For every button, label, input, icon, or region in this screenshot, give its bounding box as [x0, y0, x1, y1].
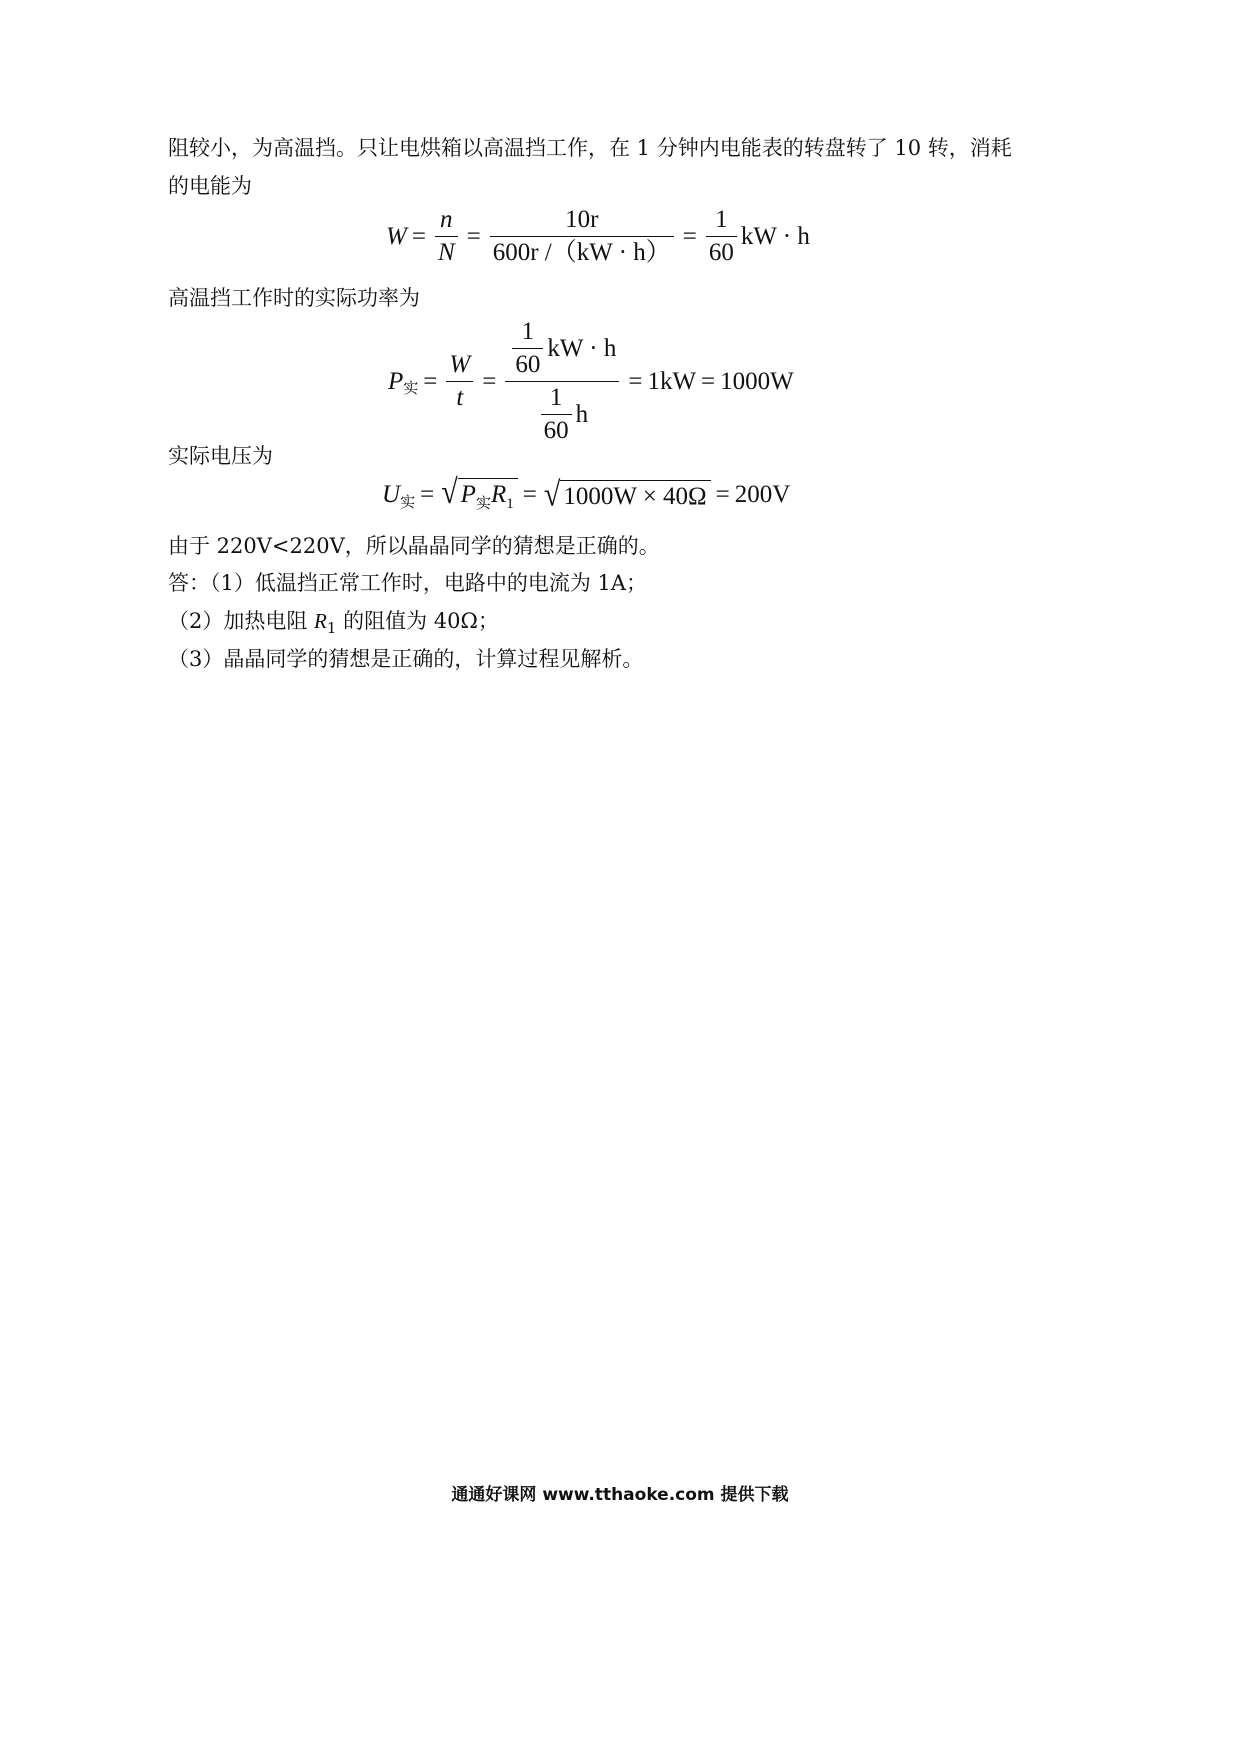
fraction — [490, 206, 674, 267]
eq-symbol: P — [388, 367, 404, 395]
eq-subscript: 实 — [475, 494, 491, 512]
fraction — [512, 318, 543, 379]
square-root: √ $P_实R_1$ — [441, 478, 518, 512]
eq-symbol: R — [490, 481, 507, 508]
eq-symbol: U — [382, 481, 401, 508]
equation-voltage — [382, 473, 791, 513]
paragraph-line: 的电能为 — [168, 174, 252, 198]
eq-equals: = — [411, 222, 426, 250]
eq-symbol: W — [386, 222, 407, 250]
fraction-denominator: t — [456, 384, 464, 411]
eq-equals: = — [701, 367, 716, 395]
eq-equals: = — [466, 222, 481, 250]
unit-label: kW · h — [547, 334, 617, 362]
fraction — [541, 384, 572, 445]
fraction — [706, 206, 737, 267]
eq-subscript: 1 — [506, 496, 514, 512]
fraction-numerator: 1 — [715, 206, 728, 233]
eq-symbol: R — [314, 609, 327, 633]
answer-line: （3）晶晶同学的猜想是正确的，计算过程见解析。 — [168, 647, 644, 671]
paragraph-line: 高温挡工作时的实际功率为 — [168, 286, 420, 310]
fraction-denominator: 60 — [708, 239, 734, 266]
eq-subscript: 实 — [403, 379, 419, 397]
fraction — [446, 351, 473, 412]
compound-numerator — [505, 318, 619, 381]
fraction-denominator: 60 — [543, 417, 569, 444]
fraction-numerator: 1 — [521, 318, 535, 345]
unit-label: h — [575, 400, 589, 428]
eq-equals: = — [715, 481, 730, 508]
fraction-numerator: 1 — [549, 384, 563, 411]
result-value: 1kW — [647, 367, 697, 395]
eq-equals: = — [423, 367, 438, 395]
equation-energy — [386, 206, 810, 267]
square-root: √ 1000W × 40Ω — [544, 480, 711, 511]
fraction-numerator: 10r — [565, 206, 599, 233]
eq-equals: = — [482, 367, 497, 395]
eq-equals: = — [628, 367, 643, 395]
equation-power — [388, 318, 794, 445]
answer-text: 的阻值为 40Ω； — [336, 609, 499, 633]
radicand — [458, 478, 518, 512]
eq-subscript: 1 — [326, 619, 337, 637]
radicand: 1000W × 40Ω — [560, 480, 710, 511]
answer-line — [168, 607, 499, 637]
page-footer: 通通好课网 www.tthaoke.com 提供下载 — [451, 1485, 789, 1505]
unit-label: kW · h — [740, 222, 810, 250]
answer-line: 答：（1）低温挡正常工作时，电路中的电流为 1A； — [168, 571, 648, 595]
fraction — [435, 206, 458, 267]
eq-subscript: 实 — [400, 492, 416, 511]
paragraph-line: 由于 220V<220V，所以晶晶同学的猜想是正确的。 — [168, 534, 660, 558]
compound-denominator — [534, 382, 592, 445]
fraction-denominator: N — [437, 239, 455, 266]
eq-equals: = — [522, 481, 537, 508]
paragraph-line: 实际电压为 — [168, 444, 273, 468]
fraction-numerator: n — [440, 206, 453, 233]
result-value: 200V — [734, 481, 791, 508]
eq-symbol: P — [460, 481, 476, 508]
fraction-denominator: 60 — [515, 351, 541, 378]
eq-equals: = — [682, 222, 697, 250]
result-value: 1000W — [720, 367, 794, 395]
answer-text: （2）加热电阻 — [168, 609, 315, 633]
paragraph-line: 阻较小，为高温挡。只让电烘箱以高温挡工作，在 1 分钟内电能表的转盘转了 10 转，消耗 — [168, 136, 1012, 160]
eq-equals: = — [420, 481, 435, 508]
compound-fraction — [505, 318, 619, 445]
fraction-numerator: W — [449, 351, 471, 378]
fraction-denominator: 600r /（kW · h） — [492, 239, 671, 266]
